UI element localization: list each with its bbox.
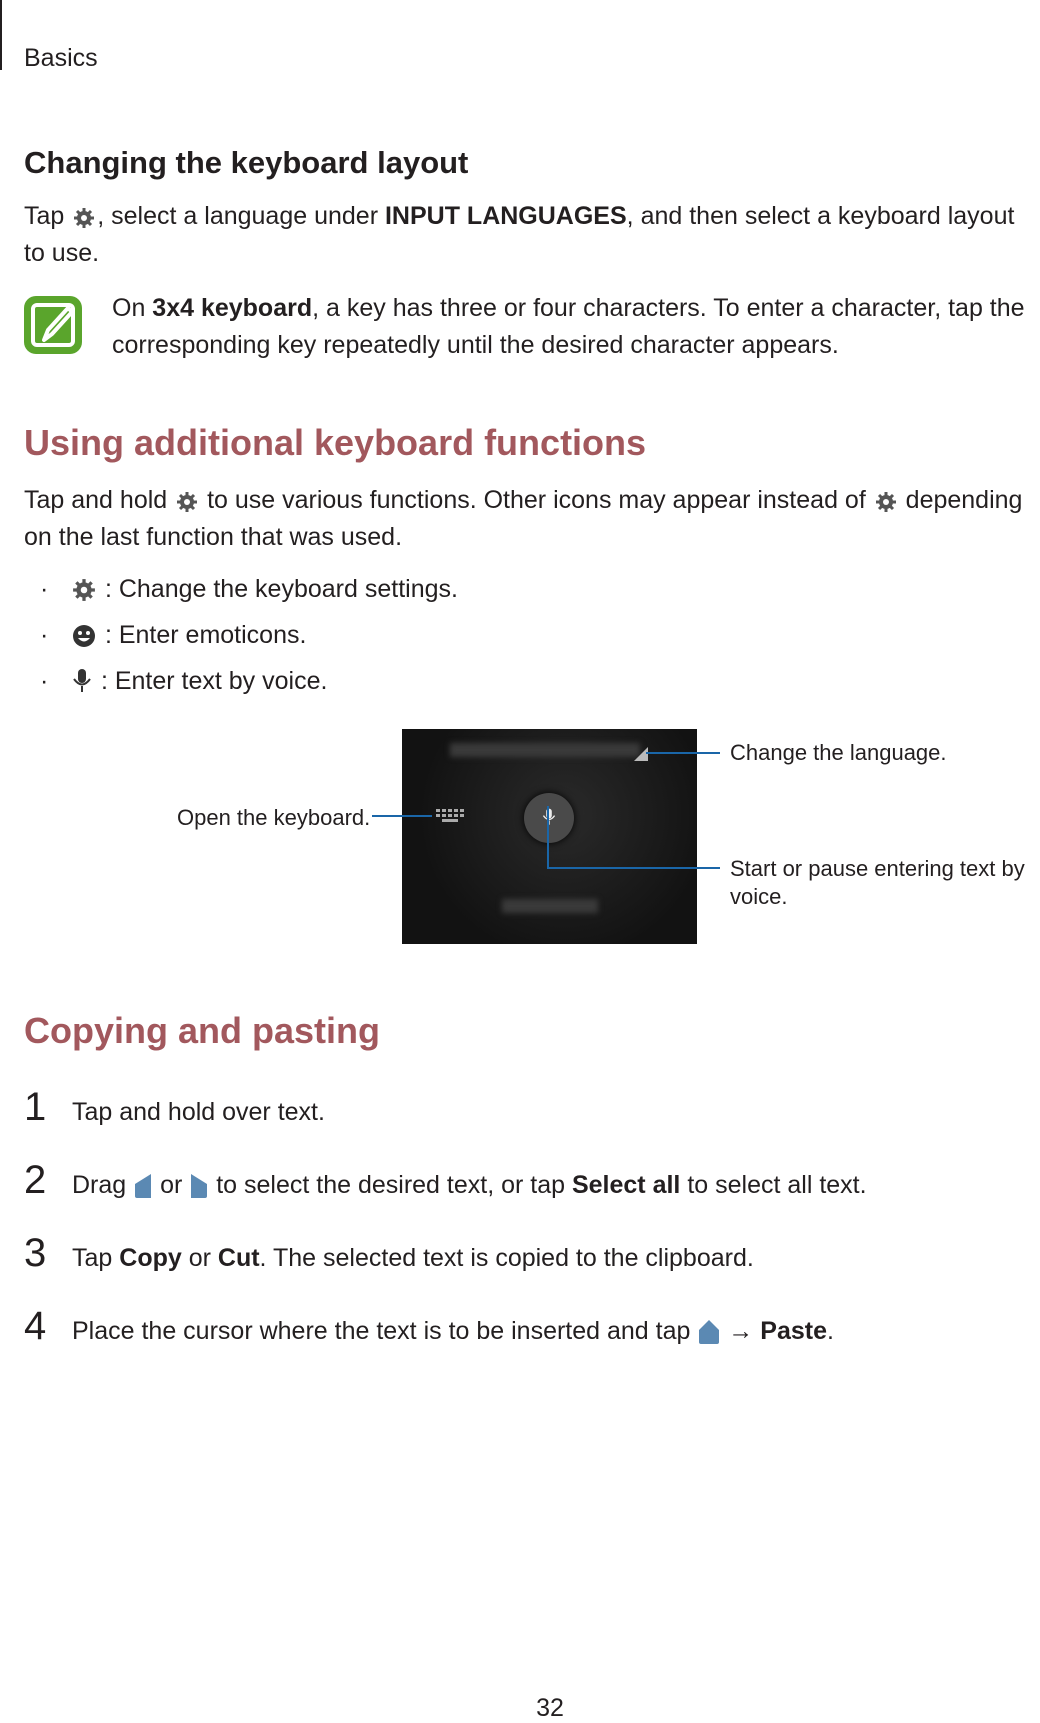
step-4-text: Place the cursor where the text is to be inserted and tap → Paste. bbox=[72, 1317, 834, 1345]
bullet-voice: : Enter text by voice. bbox=[70, 663, 327, 700]
callout-open-keyboard: Open the keyboard. bbox=[177, 805, 371, 830]
step-2-text: Drag or to select the desired text, or tap Select all to select all text. bbox=[72, 1171, 867, 1199]
copy-paste-heading: Copying and pasting bbox=[24, 1010, 380, 1051]
step-1-text: Tap and hold over text. bbox=[72, 1098, 325, 1126]
keyboard-layout-heading: Changing the keyboard layout bbox=[24, 145, 469, 180]
note-text: On 3x4 keyboard, a key has three or four characters. To enter a character, tap the corresponding key repeatedly until the desired character appears. bbox=[112, 294, 1025, 359]
additional-functions-heading: Using additional keyboard functions bbox=[24, 422, 647, 463]
bullet-emoticons: : Enter emoticons. bbox=[70, 617, 306, 654]
step-number: 1 bbox=[24, 1085, 47, 1129]
section-header: Basics bbox=[24, 44, 98, 72]
step-number: 4 bbox=[24, 1304, 47, 1348]
bullet-marker: · bbox=[40, 621, 49, 649]
additional-functions-paragraph: Tap and hold to use various functions. Other icons may appear instead of depending on the last function that was used. bbox=[24, 486, 1023, 551]
callout-change-language: Change the language. bbox=[730, 740, 947, 765]
callout-voice-toggle: Start or pause entering text by voice. bbox=[730, 856, 1025, 909]
bullet-marker: · bbox=[40, 575, 49, 603]
bullet-marker: · bbox=[40, 667, 49, 695]
step-number: 2 bbox=[24, 1158, 47, 1202]
selection-handle-left-icon bbox=[135, 1174, 151, 1198]
page-number: 32 bbox=[536, 1694, 564, 1722]
step-3-text: Tap Copy or Cut. The selected text is copied to the clipboard. bbox=[72, 1244, 754, 1272]
step-number: 3 bbox=[24, 1231, 47, 1275]
cursor-handle-icon bbox=[699, 1320, 719, 1344]
keyboard-layout-paragraph: Tap , select a language under INPUT LANGUAGES, and then select a keyboard layout to use. bbox=[24, 202, 1015, 267]
bullet-settings: : Change the keyboard settings. bbox=[70, 571, 458, 608]
selection-handle-right-icon bbox=[191, 1174, 207, 1198]
